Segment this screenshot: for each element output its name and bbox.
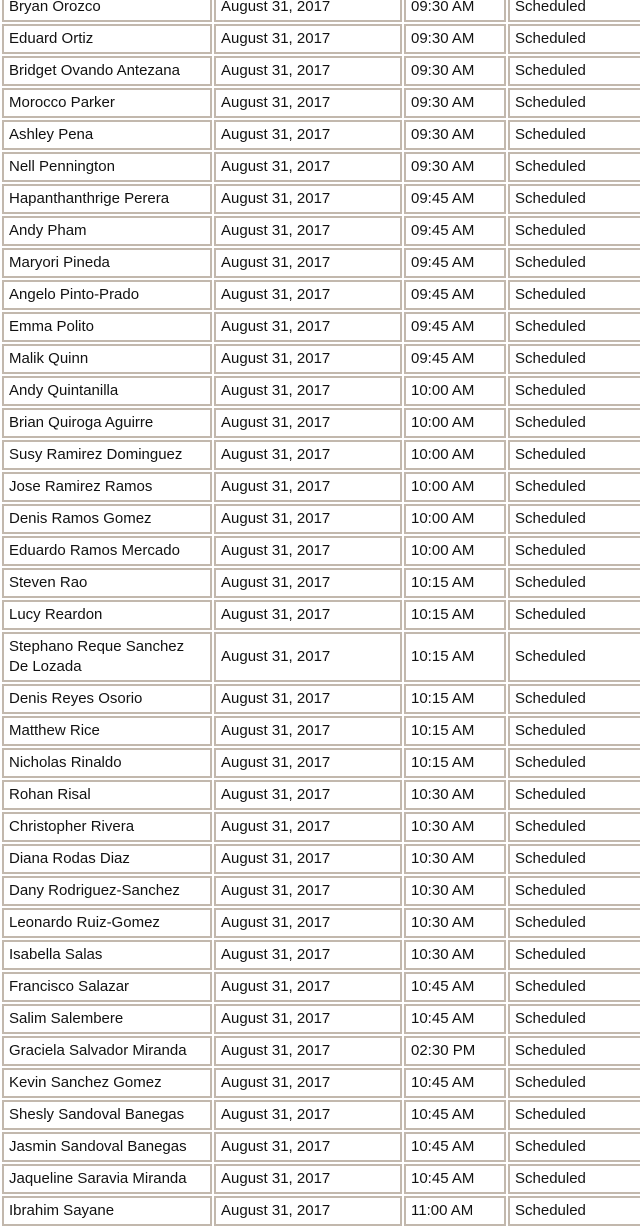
- name-cell: Nell Pennington: [2, 152, 212, 182]
- status-cell: Scheduled: [508, 600, 640, 630]
- time-cell: 10:30 AM: [404, 780, 506, 810]
- date-cell: August 31, 2017: [214, 56, 402, 86]
- name-cell: Jaqueline Saravia Miranda: [2, 1164, 212, 1194]
- name-cell: Jasmin Sandoval Banegas: [2, 1132, 212, 1162]
- status-cell: Scheduled: [508, 1036, 640, 1066]
- name-cell: Eduard Ortiz: [2, 24, 212, 54]
- status-cell: Scheduled: [508, 120, 640, 150]
- table-row: [2, 504, 640, 534]
- date-cell: August 31, 2017: [214, 312, 402, 342]
- table-row: [2, 24, 640, 54]
- date-cell: August 31, 2017: [214, 600, 402, 630]
- status-cell: Scheduled: [508, 1196, 640, 1226]
- name-cell: Rohan Risal: [2, 780, 212, 810]
- time-cell: 10:45 AM: [404, 1132, 506, 1162]
- date-cell: August 31, 2017: [214, 972, 402, 1002]
- time-cell: 11:00 AM: [404, 1196, 506, 1226]
- name-cell: Salim Salembere: [2, 1004, 212, 1034]
- time-cell: 10:30 AM: [404, 940, 506, 970]
- date-cell: August 31, 2017: [214, 152, 402, 182]
- date-cell: August 31, 2017: [214, 716, 402, 746]
- status-cell: Scheduled: [508, 812, 640, 842]
- status-cell: Scheduled: [508, 748, 640, 778]
- name-cell: Leonardo Ruiz-Gomez: [2, 908, 212, 938]
- time-cell: 10:45 AM: [404, 1164, 506, 1194]
- table-row: [2, 536, 640, 566]
- time-cell: 09:45 AM: [404, 344, 506, 374]
- time-cell: 09:30 AM: [404, 120, 506, 150]
- date-cell: August 31, 2017: [214, 24, 402, 54]
- table-row: [2, 408, 640, 438]
- name-cell: Malik Quinn: [2, 344, 212, 374]
- table-row: [2, 1196, 640, 1226]
- name-cell: Dany Rodriguez-Sanchez: [2, 876, 212, 906]
- table-row: [2, 748, 640, 778]
- table-row: [2, 184, 640, 214]
- status-cell: Scheduled: [508, 536, 640, 566]
- status-cell: Scheduled: [508, 440, 640, 470]
- table-row: [2, 876, 640, 906]
- date-cell: August 31, 2017: [214, 504, 402, 534]
- table-row: [2, 440, 640, 470]
- status-cell: Scheduled: [508, 344, 640, 374]
- time-cell: 10:00 AM: [404, 472, 506, 502]
- status-cell: Scheduled: [508, 280, 640, 310]
- status-cell: Scheduled: [508, 504, 640, 534]
- time-cell: 09:30 AM: [404, 0, 506, 22]
- time-cell: 10:30 AM: [404, 812, 506, 842]
- status-cell: Scheduled: [508, 0, 640, 22]
- time-cell: 10:00 AM: [404, 440, 506, 470]
- name-cell: Susy Ramirez Dominguez: [2, 440, 212, 470]
- date-cell: August 31, 2017: [214, 216, 402, 246]
- status-cell: Scheduled: [508, 684, 640, 714]
- date-cell: August 31, 2017: [214, 1132, 402, 1162]
- table-row: [2, 780, 640, 810]
- time-cell: 09:30 AM: [404, 88, 506, 118]
- name-cell: Denis Reyes Osorio: [2, 684, 212, 714]
- table-row: [2, 568, 640, 598]
- date-cell: August 31, 2017: [214, 844, 402, 874]
- time-cell: 09:30 AM: [404, 56, 506, 86]
- table-row: [2, 940, 640, 970]
- table-row: [2, 1132, 640, 1162]
- name-cell: Angelo Pinto-Prado: [2, 280, 212, 310]
- name-cell: Bridget Ovando Antezana: [2, 56, 212, 86]
- date-cell: August 31, 2017: [214, 184, 402, 214]
- status-cell: Scheduled: [508, 780, 640, 810]
- name-cell: Lucy Reardon: [2, 600, 212, 630]
- date-cell: August 31, 2017: [214, 780, 402, 810]
- table-row: [2, 216, 640, 246]
- time-cell: 10:15 AM: [404, 716, 506, 746]
- time-cell: 10:15 AM: [404, 684, 506, 714]
- status-cell: Scheduled: [508, 844, 640, 874]
- time-cell: 10:45 AM: [404, 972, 506, 1002]
- name-cell: Morocco Parker: [2, 88, 212, 118]
- time-cell: 09:30 AM: [404, 152, 506, 182]
- table-row: [2, 1100, 640, 1130]
- status-cell: Scheduled: [508, 1068, 640, 1098]
- date-cell: August 31, 2017: [214, 1164, 402, 1194]
- status-cell: Scheduled: [508, 716, 640, 746]
- time-cell: 10:15 AM: [404, 600, 506, 630]
- date-cell: August 31, 2017: [214, 748, 402, 778]
- table-row: [2, 844, 640, 874]
- name-cell: Christopher Rivera: [2, 812, 212, 842]
- table-row: [2, 716, 640, 746]
- table-row: [2, 972, 640, 1002]
- date-cell: August 31, 2017: [214, 248, 402, 278]
- time-cell: 09:30 AM: [404, 24, 506, 54]
- date-cell: August 31, 2017: [214, 1004, 402, 1034]
- time-cell: 10:15 AM: [404, 632, 506, 682]
- name-cell: Diana Rodas Diaz: [2, 844, 212, 874]
- time-cell: 09:45 AM: [404, 184, 506, 214]
- time-cell: 10:45 AM: [404, 1100, 506, 1130]
- table-row: [2, 376, 640, 406]
- name-cell: Steven Rao: [2, 568, 212, 598]
- time-cell: 09:45 AM: [404, 312, 506, 342]
- date-cell: August 31, 2017: [214, 1100, 402, 1130]
- name-cell: Andy Quintanilla: [2, 376, 212, 406]
- time-cell: 10:15 AM: [404, 748, 506, 778]
- date-cell: August 31, 2017: [214, 908, 402, 938]
- name-cell: Graciela Salvador Miranda: [2, 1036, 212, 1066]
- status-cell: Scheduled: [508, 568, 640, 598]
- table-row: [2, 600, 640, 630]
- time-cell: 10:00 AM: [404, 536, 506, 566]
- date-cell: August 31, 2017: [214, 1068, 402, 1098]
- table-row: [2, 120, 640, 150]
- status-cell: Scheduled: [508, 1132, 640, 1162]
- table-row: [2, 1036, 640, 1066]
- status-cell: Scheduled: [508, 24, 640, 54]
- date-cell: August 31, 2017: [214, 1036, 402, 1066]
- table-row: [2, 0, 640, 22]
- name-cell: Emma Polito: [2, 312, 212, 342]
- time-cell: 09:45 AM: [404, 248, 506, 278]
- status-cell: Scheduled: [508, 1004, 640, 1034]
- table-row: [2, 632, 640, 682]
- date-cell: August 31, 2017: [214, 472, 402, 502]
- name-cell: Matthew Rice: [2, 716, 212, 746]
- status-cell: Scheduled: [508, 908, 640, 938]
- status-cell: Scheduled: [508, 376, 640, 406]
- date-cell: August 31, 2017: [214, 408, 402, 438]
- time-cell: 09:45 AM: [404, 280, 506, 310]
- name-cell: Kevin Sanchez Gomez: [2, 1068, 212, 1098]
- date-cell: August 31, 2017: [214, 120, 402, 150]
- date-cell: August 31, 2017: [214, 684, 402, 714]
- time-cell: 02:30 PM: [404, 1036, 506, 1066]
- status-cell: Scheduled: [508, 408, 640, 438]
- status-cell: Scheduled: [508, 248, 640, 278]
- table-row: [2, 248, 640, 278]
- date-cell: August 31, 2017: [214, 88, 402, 118]
- date-cell: August 31, 2017: [214, 344, 402, 374]
- table-row: [2, 344, 640, 374]
- time-cell: 10:00 AM: [404, 504, 506, 534]
- table-row: [2, 88, 640, 118]
- status-cell: Scheduled: [508, 216, 640, 246]
- status-cell: Scheduled: [508, 184, 640, 214]
- table-row: [2, 56, 640, 86]
- status-cell: Scheduled: [508, 472, 640, 502]
- name-cell: Stephano Reque Sanchez De Lozada: [2, 632, 212, 682]
- table-row: [2, 1068, 640, 1098]
- name-cell: Shesly Sandoval Banegas: [2, 1100, 212, 1130]
- status-cell: Scheduled: [508, 1100, 640, 1130]
- status-cell: Scheduled: [508, 940, 640, 970]
- name-cell: Francisco Salazar: [2, 972, 212, 1002]
- table-row: [2, 152, 640, 182]
- status-cell: Scheduled: [508, 152, 640, 182]
- date-cell: August 31, 2017: [214, 632, 402, 682]
- date-cell: August 31, 2017: [214, 280, 402, 310]
- time-cell: 10:45 AM: [404, 1004, 506, 1034]
- date-cell: August 31, 2017: [214, 876, 402, 906]
- date-cell: August 31, 2017: [214, 440, 402, 470]
- time-cell: 09:45 AM: [404, 216, 506, 246]
- status-cell: Scheduled: [508, 876, 640, 906]
- table-row: [2, 312, 640, 342]
- table-row: [2, 1004, 640, 1034]
- status-cell: Scheduled: [508, 88, 640, 118]
- name-cell: Denis Ramos Gomez: [2, 504, 212, 534]
- name-cell: Andy Pham: [2, 216, 212, 246]
- name-cell: Ibrahim Sayane: [2, 1196, 212, 1226]
- status-cell: Scheduled: [508, 972, 640, 1002]
- time-cell: 10:00 AM: [404, 408, 506, 438]
- table-row: [2, 1164, 640, 1194]
- table-row: [2, 812, 640, 842]
- time-cell: 10:45 AM: [404, 1068, 506, 1098]
- time-cell: 10:30 AM: [404, 908, 506, 938]
- date-cell: August 31, 2017: [214, 536, 402, 566]
- name-cell: Nicholas Rinaldo: [2, 748, 212, 778]
- name-cell: Brian Quiroga Aguirre: [2, 408, 212, 438]
- date-cell: August 31, 2017: [214, 940, 402, 970]
- table-row: [2, 908, 640, 938]
- name-cell: Ashley Pena: [2, 120, 212, 150]
- time-cell: 10:30 AM: [404, 876, 506, 906]
- time-cell: 10:15 AM: [404, 568, 506, 598]
- status-cell: Scheduled: [508, 56, 640, 86]
- date-cell: August 31, 2017: [214, 568, 402, 598]
- status-cell: Scheduled: [508, 632, 640, 682]
- name-cell: Hapanthanthrige Perera: [2, 184, 212, 214]
- time-cell: 10:00 AM: [404, 376, 506, 406]
- date-cell: August 31, 2017: [214, 0, 402, 22]
- table-row: [2, 684, 640, 714]
- name-cell: Maryori Pineda: [2, 248, 212, 278]
- name-cell: Jose Ramirez Ramos: [2, 472, 212, 502]
- status-cell: Scheduled: [508, 1164, 640, 1194]
- date-cell: August 31, 2017: [214, 812, 402, 842]
- name-cell: Bryan Orozco: [2, 0, 212, 22]
- table-row: [2, 472, 640, 502]
- date-cell: August 31, 2017: [214, 376, 402, 406]
- schedule-table-body: [2, 0, 640, 1226]
- time-cell: 10:30 AM: [404, 844, 506, 874]
- date-cell: August 31, 2017: [214, 1196, 402, 1226]
- name-cell: Eduardo Ramos Mercado: [2, 536, 212, 566]
- name-cell: Isabella Salas: [2, 940, 212, 970]
- table-row: [2, 280, 640, 310]
- status-cell: Scheduled: [508, 312, 640, 342]
